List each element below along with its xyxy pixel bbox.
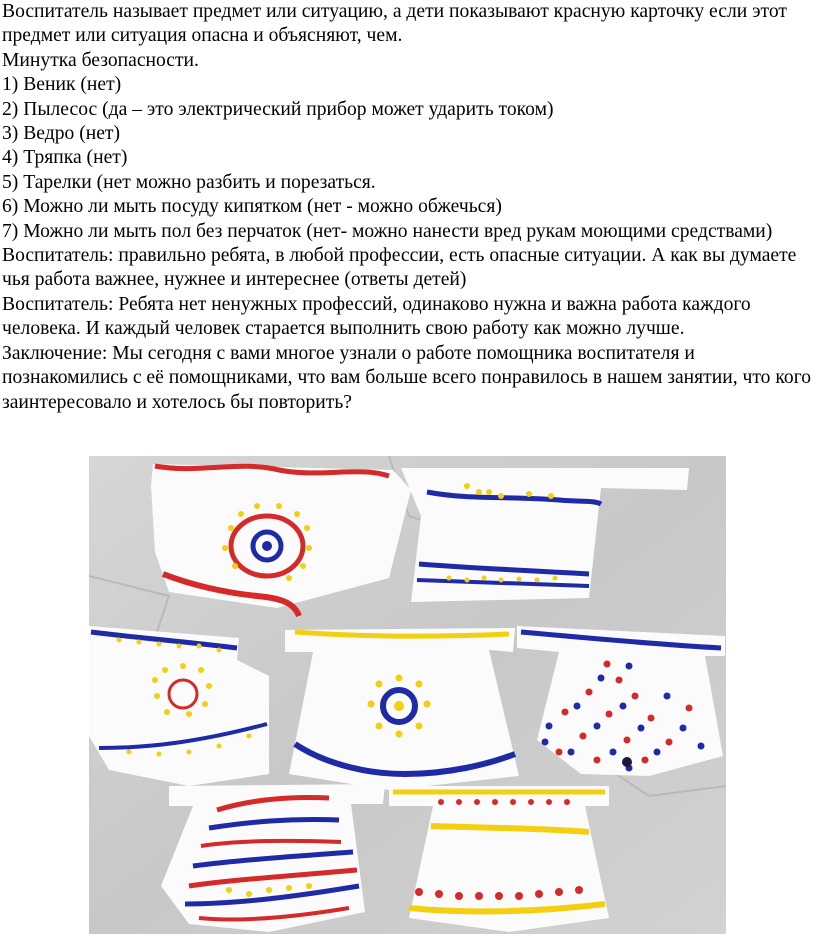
painted-paper-dresses-image: [89, 456, 726, 934]
list-item-2: 2) Пылесос (да – это электрический прибор может ударить током): [2, 98, 554, 120]
list-item-1: 1) Веник (нет): [2, 74, 122, 96]
paragraph-teacher-1: Воспитатель: правильно ребята, в любой профессии, есть опасные ситуации. А как вы думаете чья работа важнее, нужнее и интереснее (ответы детей): [2, 245, 797, 291]
list-item-6: 6) Можно ли мыть посуду кипятком (нет - можно обжечься): [2, 196, 502, 218]
list-item-7: 7) Можно ли мыть пол без перчаток (нет- можно нанести вред рукам моющими средствами): [2, 220, 773, 242]
paragraph-conclusion: Заключение: Мы сегодня с вами многое узнали о работе помощника воспитателя и познакомились с её помощниками, что вам больше всего понравилось в нашем занятии, что кого заинтересовало и хотелось бы повторить?: [2, 342, 812, 413]
paragraph-teacher-2: Воспитатель: Ребята нет ненужных профессий, одинаково нужна и важна работа каждого человека. И каждый человек старается выполнить свою работу как можно лучше.: [2, 293, 751, 340]
dress-middle-center: [285, 628, 519, 790]
paragraph-intro: Воспитатель называет предмет или ситуацию, а дети показывают красную карточку если этот предмет или ситуация опасна и объясняют, чем.: [2, 1, 787, 47]
list-item-3: 3) Ведро (нет): [2, 123, 120, 145]
list-item-5: 5) Тарелки (нет можно разбить и порезаться.: [2, 171, 376, 193]
paragraph-heading: Минутка безопасности.: [2, 49, 199, 71]
document-text: [2, 0, 812, 415]
children-artwork-photo: [89, 456, 726, 934]
list-item-4: 4) Тряпка (нет): [2, 147, 128, 169]
